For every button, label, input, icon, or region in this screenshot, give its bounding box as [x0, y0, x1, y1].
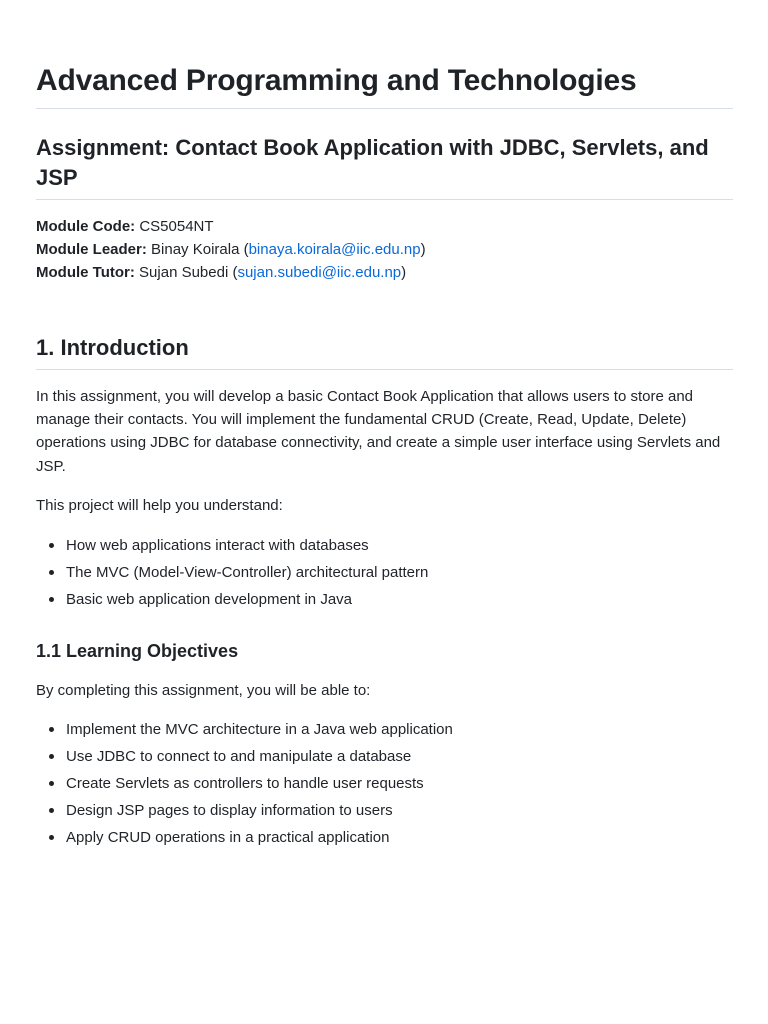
objectives-list	[36, 718, 733, 849]
list-item: How web applications interact with databases	[66, 534, 733, 557]
list-item: Create Servlets as controllers to handle user requests	[66, 772, 733, 795]
module-tutor-name: Sujan Subedi	[139, 264, 229, 282]
objectives-lead: By completing this assignment, you will be able to:	[36, 681, 371, 699]
module-code-line	[36, 215, 733, 238]
module-leader-name: Binay Koirala	[151, 241, 240, 259]
list-item: Apply CRUD operations in a practical application	[66, 826, 733, 849]
list-item: Basic web application development in Java	[66, 588, 733, 611]
understand-list	[36, 534, 733, 611]
understand-lead: This project will help you understand:	[36, 497, 283, 515]
introduction-paragraph: In this assignment, you will develop a basic Contact Book Application that allows users to store and manage their contacts. You will implement the fundamental CRUD (Create, Read, Update, Delete) operations using JDBC for database connectivity, and create a simple user interface using Servlets and JSP.	[36, 387, 721, 475]
module-tutor-line: Module Tutor: Sujan Subedi (sujan.subedi@iic.edu.np)	[36, 264, 407, 282]
module-code-label: Module Code:	[36, 218, 136, 235]
list-item: Design JSP pages to display information to users	[66, 799, 733, 822]
introduction-heading: 1. Introduction	[36, 333, 733, 370]
page-title: Advanced Programming and Technologies	[36, 0, 733, 109]
list-item: Implement the MVC architecture in a Java web application	[66, 718, 733, 741]
assignment-title: Assignment: Contact Book Application with JDBC, Servlets, and JSP	[36, 133, 733, 200]
module-leader-line: Module Leader: Binay Koirala (binaya.koirala@iic.edu.np)	[36, 241, 426, 259]
learning-objectives-heading: 1.1 Learning Objectives	[36, 640, 239, 661]
list-item: The MVC (Model-View-Controller) architectural pattern	[66, 561, 733, 584]
module-tutor-label: Module Tutor:	[36, 264, 135, 282]
module-tutor-email-link[interactable]: sujan.subedi@iic.edu.np	[237, 264, 402, 282]
list-item: Use JDBC to connect to and manipulate a database	[66, 745, 733, 768]
module-leader-email-link[interactable]: binaya.koirala@iic.edu.np	[248, 241, 421, 259]
module-code-value: CS5054NT	[139, 218, 214, 235]
module-info	[36, 215, 733, 285]
module-leader-label: Module Leader:	[36, 241, 147, 259]
